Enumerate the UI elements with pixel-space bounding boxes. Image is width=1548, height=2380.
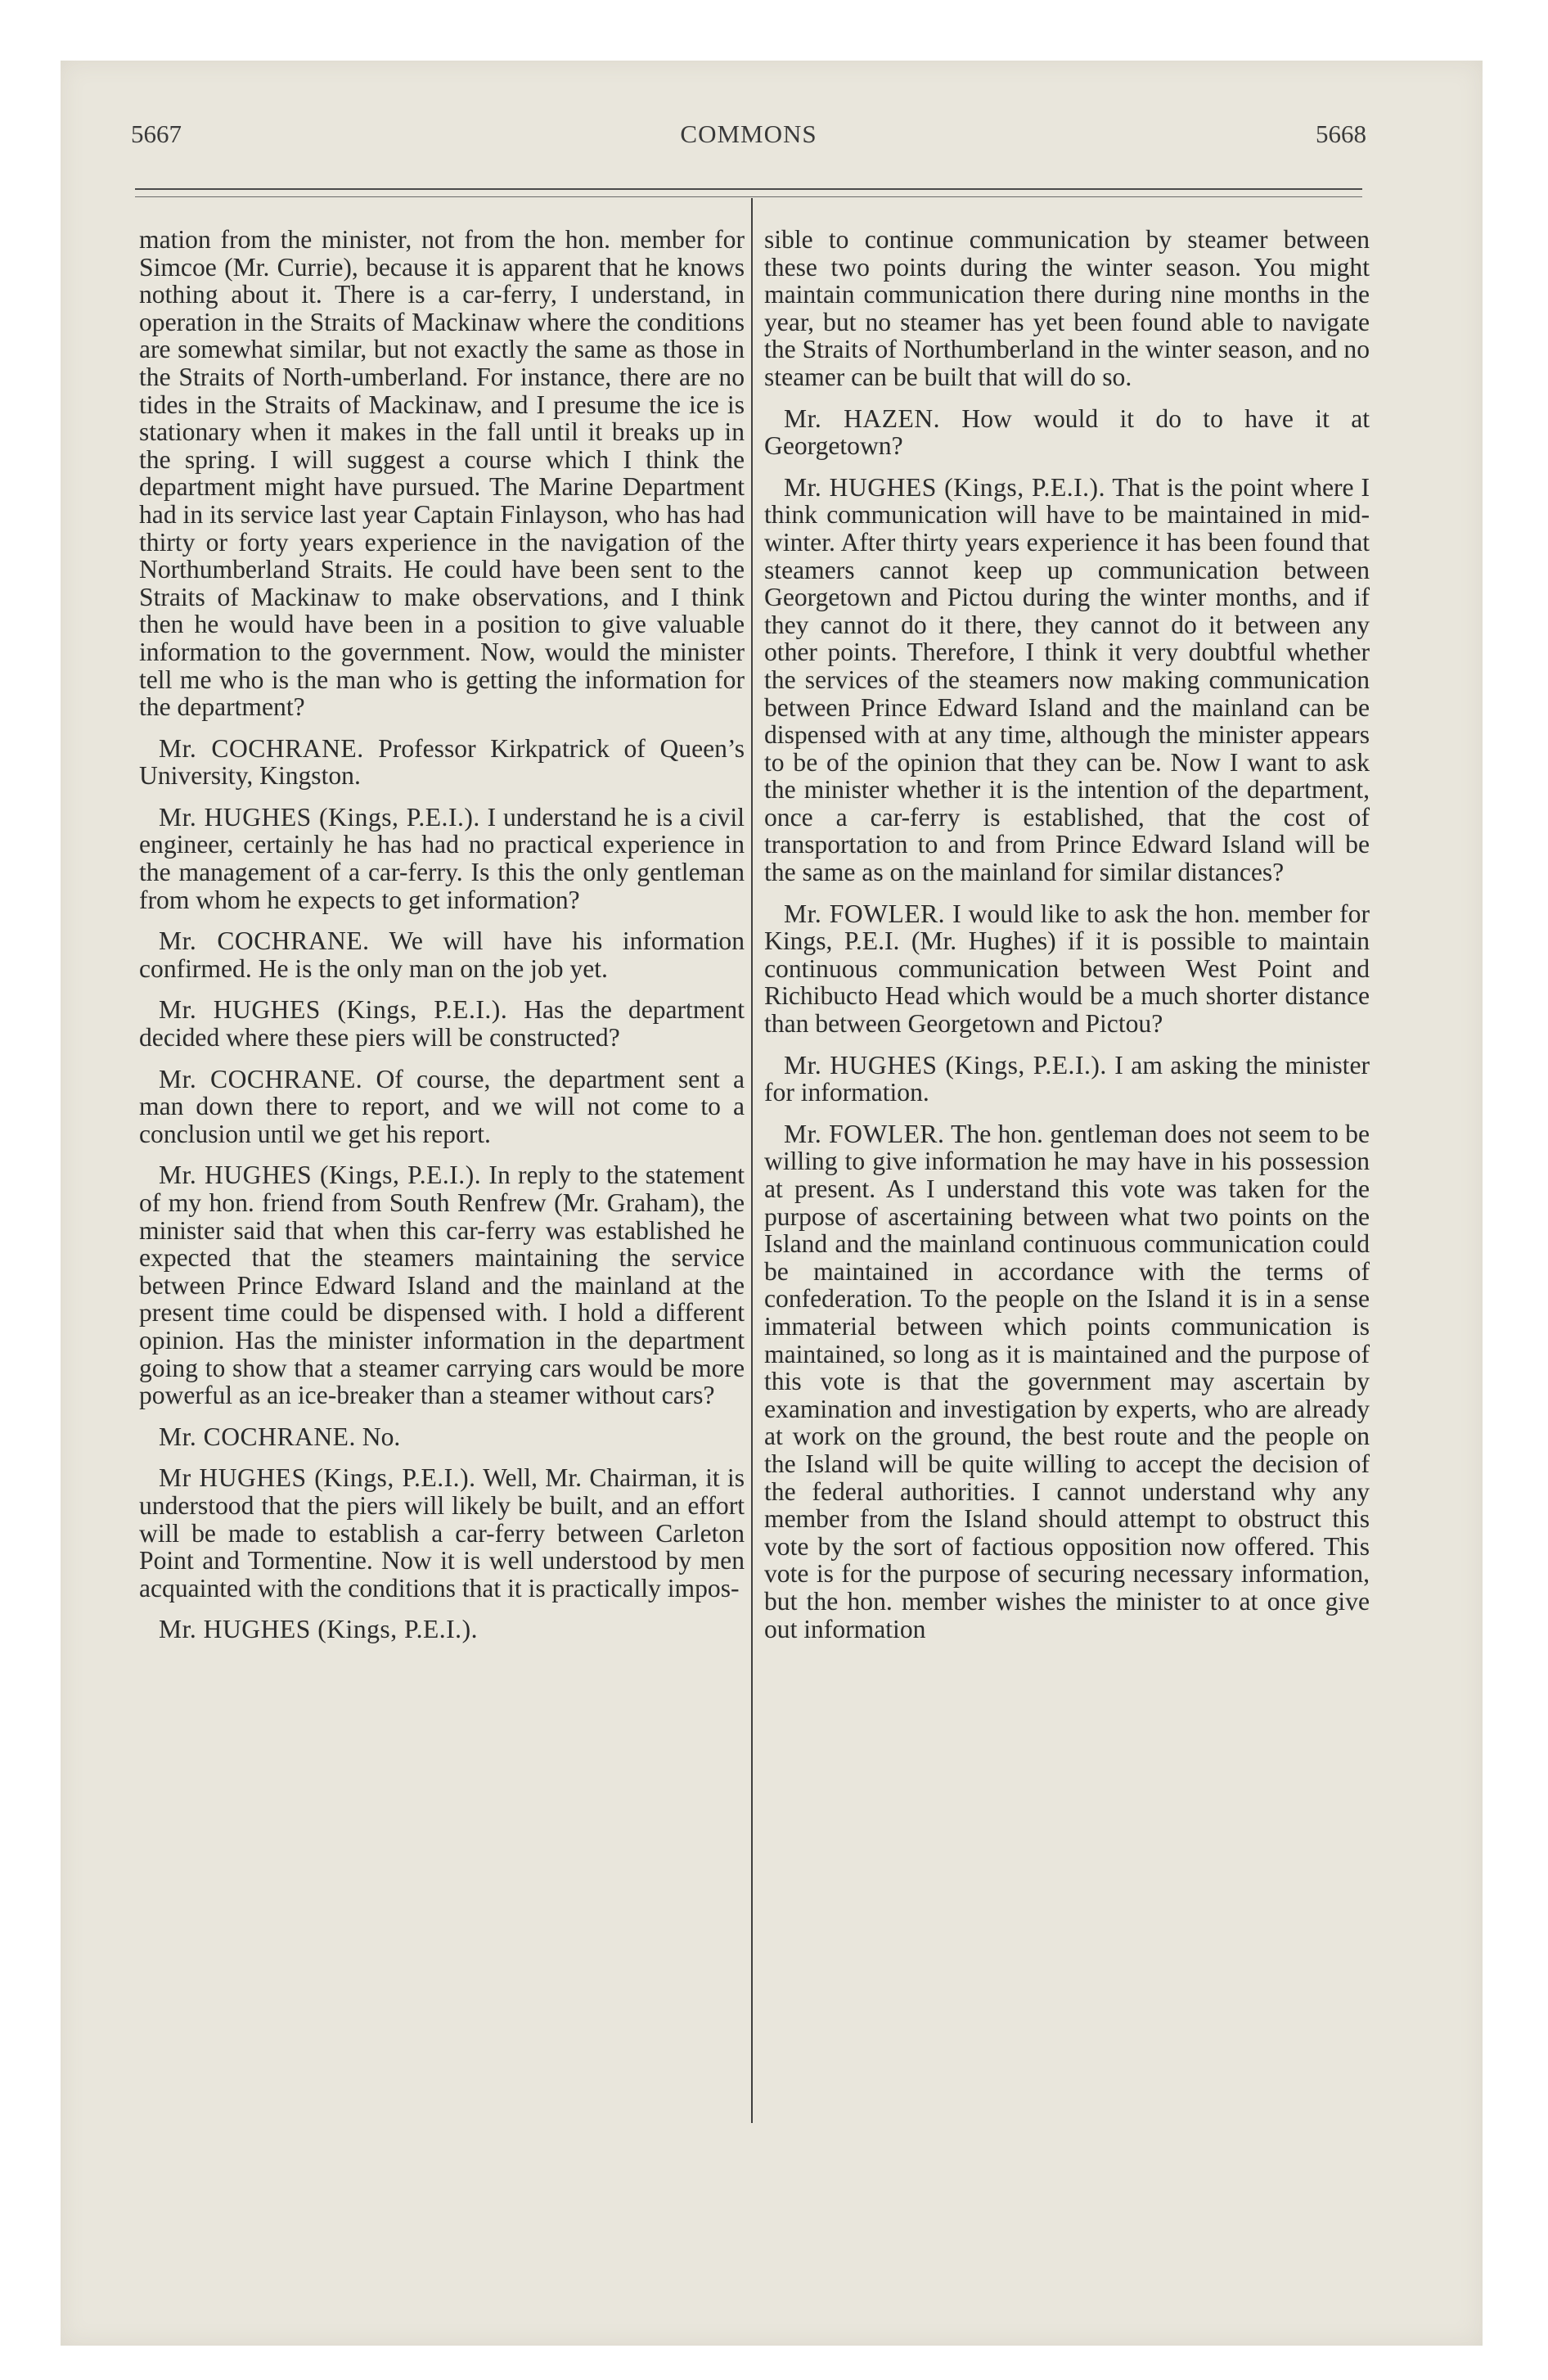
speech-text: Has the department decided where these piers will be constructed?	[139, 995, 745, 1053]
speech-text: I would like to ask the hon. member for Kings, P.E.I. (Mr. Hughes) if it is possible to maintain continuous communication between West Point and Richibucto Head which would be a much shorter distance than between Georgetown and Pictou?	[764, 899, 1370, 1039]
column-divider	[751, 198, 753, 2123]
speech	[764, 405, 1370, 460]
page-number-left: 5667	[131, 119, 182, 148]
speech-text: In reply to the statement of my hon. friend from South Renfrew (Mr. Graham), the minister said that when this car-ferry was established he expected that the steamers maintaining the service between Prince Edward Island and the mainland at the present time could be dispensed with. I hold a different opinion. Has the minister information in the department going to show that a steamer carrying cars would be more powerful as an ice-breaker than a steamer without cars?	[139, 1161, 745, 1410]
speaker-name: Mr. FOWLER.	[784, 899, 946, 928]
speaker-name: Mr. HUGHES (Kings, P.E.I.).	[159, 1615, 479, 1644]
speaker-name: Mr. COCHRANE.	[159, 1422, 356, 1451]
speech-text: That is the point where I think communication will have to be maintained in mid-winter. After thirty years experience it has been found that steamers cannot keep up communication between Georgetown and Pictou during the winter months, and if they cannot do it there, they cannot do it between any other points. Therefore, I think it very doubtful whether the services of the steamers now making communication between Prince Edward Island and the mainland can be dispensed with at any time, although the minister appears to be of the opinion that they can be. Now I want to ask the minister whether it is the intention of the department, once a car-ferry is established, that the cost of transportation to and from Prince Edward Island will be the same as on the mainland for similar distances?	[764, 472, 1370, 887]
paragraph	[764, 226, 1370, 391]
speaker-name: Mr. COCHRANE.	[159, 733, 364, 763]
speech	[139, 804, 745, 913]
header-rule-thin	[135, 196, 1362, 197]
paragraph	[139, 226, 745, 721]
speaker-name: Mr. COCHRANE.	[159, 1064, 363, 1093]
left-column	[139, 226, 745, 1643]
speech-text: No.	[362, 1422, 401, 1451]
speech	[139, 1423, 745, 1451]
speech-text: I understand he is a civil engineer, certainly he has had no practical experience in the management of a car-ferry. Is this the only gentleman from whom he expects to get information?	[139, 802, 745, 914]
speech	[139, 1066, 745, 1148]
speech-text: Professor Kirkpatrick of Queen’s University, Kingston.	[139, 733, 745, 791]
speaker-name: Mr. HUGHES (Kings, P.E.I.).	[159, 1161, 482, 1190]
speech-text: I am asking the minister for information.	[764, 1050, 1370, 1107]
speech-text: Well, Mr. Chairman, it is understood that the piers will likely be built, and an effort will be made to establish a car-ferry between Carleton Point and Tormentine. Now it is well understood by men acquainted with the conditions that it is practically impos-	[139, 1463, 745, 1602]
speech	[764, 1120, 1370, 1643]
speech	[764, 900, 1370, 1038]
paragraph-text: sible to continue communication by steamer between these two points during the winter season. You might maintain communication there during nine months in the year, but no steamer has yet been found able to navigate the Straits of Northumberland in the winter season, and no steamer can be built that will do so.	[764, 225, 1370, 391]
speech	[764, 1052, 1370, 1107]
paragraph-text: mation from the minister, not from the hon. member for Simcoe (Mr. Currie), because it is apparent that he knows nothing about it. There is a car-ferry, I understand, in operation in the Straits of Mackinaw where the conditions are somewhat similar, but not exactly the same as those in the Straits of North-umberland. For instance, there are no tides in the Straits of Mackinaw, and I presume the ice is stationary when it makes in the fall until it breaks up in the spring. I will suggest a course which I think the department might have pursued. The Marine Department had in its service last year Captain Finlayson, who has had thirty or forty years experience in the navigation of the Northumberland Straits. He could have been sent to the Straits of Mackinaw to make observations, and I think then he would have been in a position to give valuable information to the government. Now, would the minister tell me who is the man who is getting the information for the department?	[139, 225, 745, 722]
running-title: COMMONS	[680, 119, 817, 148]
speech-text: We will have his information confirmed. He is the only man on the job yet.	[139, 926, 745, 983]
speech	[764, 474, 1370, 886]
speech-text: How would it do to have it at Georgetown?	[764, 403, 1370, 461]
speaker-name: Mr. FOWLER.	[784, 1119, 945, 1148]
speaker-name: Mr. HUGHES (Kings, P.E.I.).	[784, 472, 1105, 502]
speaker-name: Mr. HAZEN.	[784, 403, 941, 433]
speech	[139, 735, 745, 790]
page-number-right: 5668	[1316, 119, 1366, 148]
speaker-name: Mr. COCHRANE.	[159, 926, 370, 956]
right-column	[764, 226, 1370, 1643]
catchword-footer	[139, 1616, 745, 1643]
speaker-name: Mr. HUGHES (Kings, P.E.I.).	[784, 1050, 1107, 1080]
page-header	[131, 119, 1366, 156]
speech	[139, 996, 745, 1051]
speech-text: The hon. gentleman does not seem to be willing to give information he may have in his possession at present. As I understand this vote was taken for the purpose of ascertaining between what two points on the Island and the mainland continuous communication could be maintained in accordance with the terms of confederation. To the people on the Island it is in a sense immaterial between which points communication is maintained, so long as it is maintained and the purpose of this vote is that the government may ascertain by examination and investigation by experts, who are already at work on the ground, the best route and the people on the Island will be quite willing to accept the decision of the federal authorities. I cannot understand why any member from the Island should attempt to obstruct this vote by the sort of factious opposition now offered. This vote is for the purpose of securing necessary information, but the hon. member wishes the minister to at once give out information	[764, 1119, 1370, 1643]
speaker-name: Mr. HUGHES (Kings, P.E.I.).	[159, 802, 480, 832]
speech	[139, 1464, 745, 1602]
speech-text: Of course, the department sent a man down there to report, and we will not come to a conclusion until we get his report.	[139, 1064, 745, 1148]
speaker-name: Mr. HUGHES (Kings, P.E.I.).	[159, 995, 508, 1025]
header-rule	[135, 188, 1362, 190]
speech	[139, 1161, 745, 1409]
speech	[139, 927, 745, 982]
speaker-name: Mr HUGHES (Kings, P.E.I.).	[159, 1463, 476, 1493]
